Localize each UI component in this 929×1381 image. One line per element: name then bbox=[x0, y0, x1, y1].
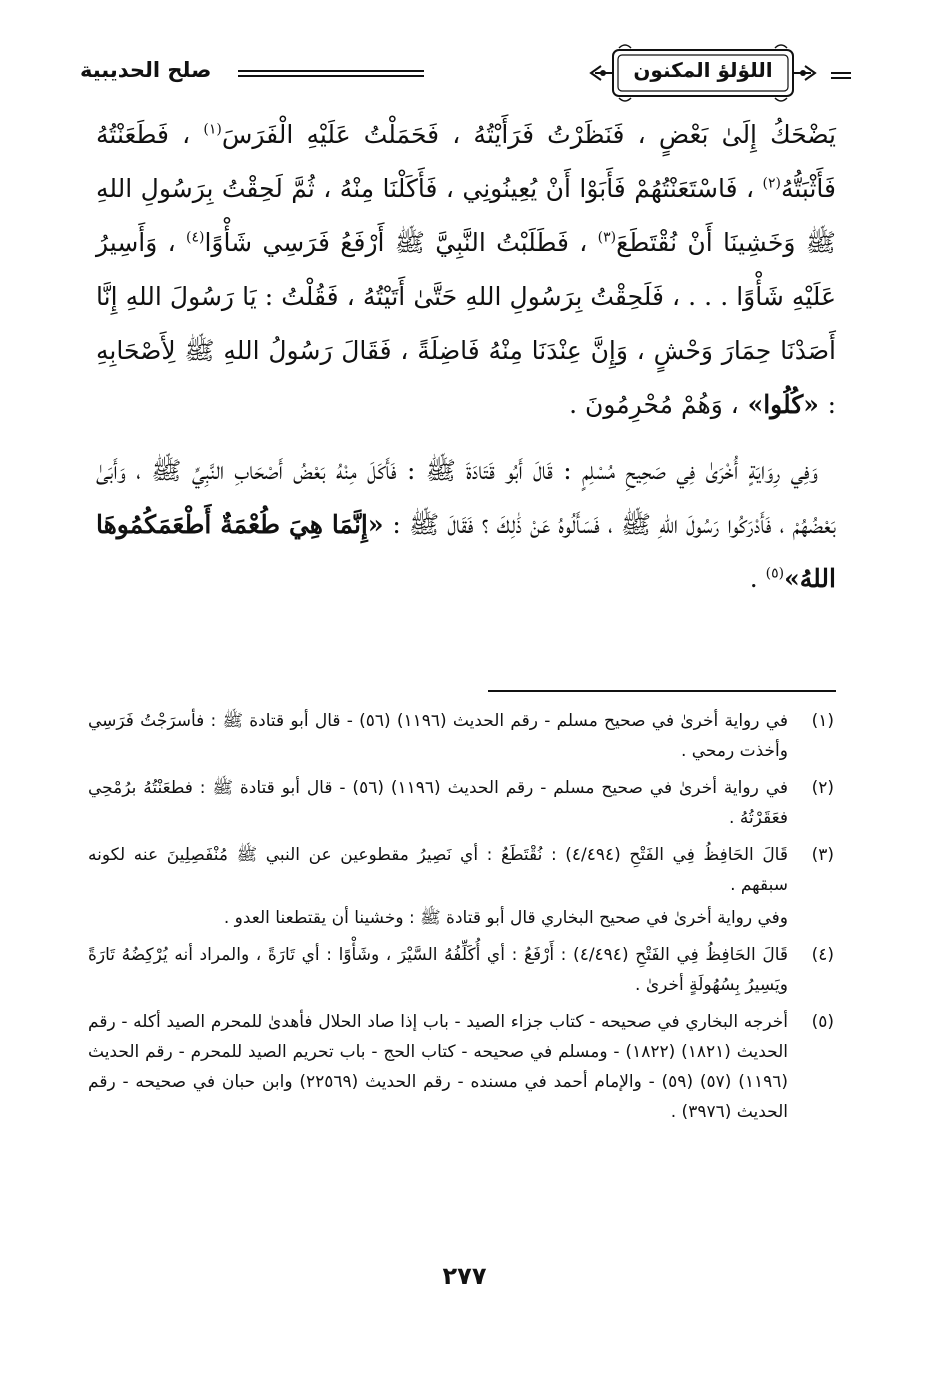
paragraph bbox=[96, 444, 836, 606]
book-title-cartouche bbox=[589, 42, 817, 104]
footnote bbox=[88, 706, 834, 766]
header-rule-left bbox=[238, 70, 424, 77]
chapter-title: صلح الحديبية bbox=[78, 58, 230, 82]
text-run: يَضْحَكُ إِلَىٰ بَعْضٍ ، فَنَظَرْتُ فَرَأَيْتُهُ ، فَحَمَلْتُ عَلَيْهِ الْفَرَسَ bbox=[221, 120, 836, 149]
text-run: ، وَهُمْ مُحْرِمُونَ . bbox=[569, 390, 739, 419]
text-run: ، وَأَسِيرُ عَلَيْهِ شَأْوًا . . . ، فَلَحِقْتُ بِرَسُولِ اللهِ حَتَّىٰ أَتَيْتُهُ ، فَقُلْتُ : يَا رَسُولَ اللهِ إِنَّا أَصَدْنَا حِمَارَ وَحْشٍ ، وَإِنَّ عِنْدَنَا مِنْهُ فَاضِلَةً ، فَقَالَ رَسُولُ اللهِ ﷺ لِأَصْحَابِهِ : bbox=[96, 228, 837, 419]
footnote-text: قَالَ الحَافِظُ فِي الفَتْحِ (٤/٤٩٤) : نُقْتَطَعُ : أي نَصِيرُ مقطوعين عن النبي ﷺ مُنْفَصِلِينَ عنه لكونه سبقهم . bbox=[88, 845, 788, 895]
footnote-text: في رواية أخرىٰ في صحيح مسلم - رقم الحديث (١١٩٦) (٥٦) - قال أبو قتادة ﷺ : فأسرَجْتُ فَرَسِي وأخذت رمحي . bbox=[88, 711, 788, 761]
footnote-ref[interactable]: (٢) bbox=[762, 175, 781, 192]
footnote-number: (٥) bbox=[811, 1012, 834, 1032]
text-run: وَفِي رِوَايَةٍ أُخْرَىٰ فِي صَحِيحِ مُسْلِمٍ : قَالَ أَبُو قَتَادَةَ ﷺ : فَأَكَلَ مِنْهُ بَعْضُ أَصْحَابِ النَّبِيِّ ﷺ ، وَأَبَىٰ بَعْضُهُمْ ، فَأَدْرَكُوا رَسُولَ اللهِ ﷺ ، فَسَأَلُوهُ عَنْ ذَٰلِكَ ؟ فَقَالَ ﷺ : bbox=[96, 456, 836, 539]
text-run: ، فَاسْتَعَنْتُهُمْ فَأَبَوْا أَنْ يُعِينُونِي ، فَأَكَلْنَا مِنْهُ ، ثُمَّ لَحِقْتُ بِرَسُولِ اللهِ ﷺ وَخَشِينَا أَنْ نُقْتَطَعَ bbox=[96, 174, 836, 257]
footnote-ref[interactable]: (٣) bbox=[597, 229, 617, 246]
hadith-quote: «كُلُوا» bbox=[738, 390, 828, 419]
footnote bbox=[88, 940, 834, 1000]
text-run: ، فَطَلَبْتُ النَّبِيَّ ﷺ أَرْفَعُ فَرَسِي شَأْوًا bbox=[204, 228, 598, 257]
main-text bbox=[96, 108, 836, 606]
text-run: ، فَطَعَنْتُهُ فَأَثْبَتُّهُ bbox=[96, 120, 836, 203]
text-run: . bbox=[749, 564, 766, 593]
footnote-text: قَالَ الحَافِظُ فِي الفَتْحِ (٤/٤٩٤) : أَرْفَعُ : أي أُكَلِّفُهُ السَّيْرَ ، وشَأْوًا : أي تَارَةً ، والمراد أنه يُرْكِضُهُ تَارَةً ويَسِيرُ بِسُهُولَةٍ أخرىٰ . bbox=[88, 945, 788, 995]
page-number: ٢٧٧ bbox=[442, 1262, 487, 1290]
header-rule-right bbox=[831, 72, 851, 79]
running-header bbox=[78, 30, 851, 120]
footnote-number: (٢) bbox=[811, 778, 834, 798]
footnote-continuation: وفي رواية أخرىٰ في صحيح البخاري قال أبو قتادة ﷺ : وخشينا أن يقتطعنا العدو . bbox=[223, 908, 788, 928]
footnote-ref[interactable]: (١) bbox=[203, 121, 222, 138]
paragraph bbox=[96, 108, 836, 432]
footnote-text: في رواية أخرىٰ في صحيح مسلم - رقم الحديث (١١٩٦) (٥٦) - قال أبو قتادة ﷺ : فطعَنْتُهُ برُمْحِي فعَقَرْتُهُ . bbox=[88, 778, 789, 828]
footnote-separator bbox=[488, 690, 836, 692]
footnote bbox=[88, 840, 834, 900]
footnote bbox=[88, 773, 834, 833]
footnote-text: أخرجه البخاري في صحيحه - كتاب جزاء الصيد - باب إذا صاد الحلال فأهدىٰ للمحرم الصيد أكله - رقم الحديث (١٨٢١) (١٨٢٢) - ومسلم في صحيحه - كتاب الحج - باب تحريم الصيد للمحرم - رقم الحديث (١١٩٦) (٥٧) (٥٩) - والإمام أحمد في مسنده - رقم الحديث (٢٢٥٦٩) وابن حبان في صحيحه - رقم الحديث (٣٩٧٦) . bbox=[88, 1012, 789, 1122]
footnote-ref[interactable]: (٥) bbox=[765, 565, 785, 582]
footnote-ref[interactable]: (٤) bbox=[186, 229, 205, 246]
book-title: اللؤلؤ المكنون bbox=[633, 58, 773, 82]
footnote-number: (٣) bbox=[811, 845, 834, 865]
hadith-quote: «إِنَّمَا هِيَ طُعْمَةٌ أَطْعَمَكُمُوهَا اللهُ» bbox=[96, 510, 836, 593]
footnotes bbox=[88, 706, 834, 1134]
footnote bbox=[88, 1007, 834, 1127]
footnote-number: (١) bbox=[811, 711, 834, 731]
footnote-number: (٤) bbox=[811, 945, 834, 965]
